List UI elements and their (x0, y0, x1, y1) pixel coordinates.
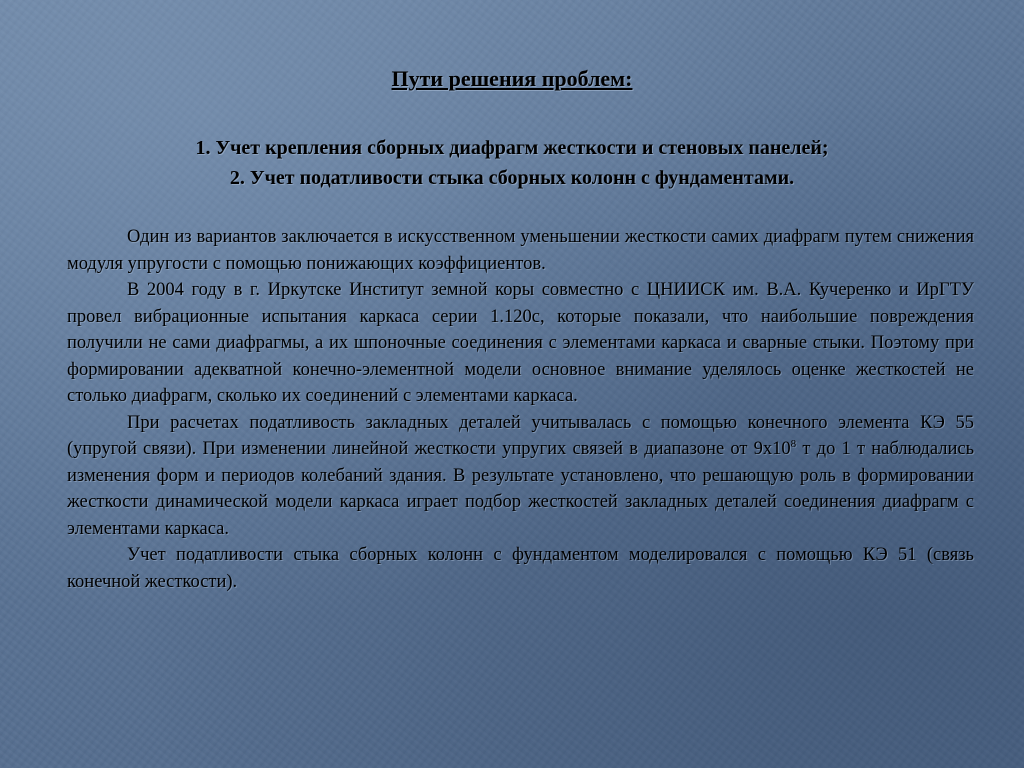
paragraph-3-superscript: 8 (790, 437, 797, 450)
paragraph-3-text-end: т до 1 т наблюдались изменения форм и периодов колебаний здания. В результате установлено, что решающую роль в формировании жесткости динамической модели каркаса играет подбор жесткостей закладных деталей соединения диафрагм с элементами каркаса. (67, 439, 975, 539)
paragraph-3 (67, 410, 974, 543)
problem-item-1: 1. Учет крепления сборных диафрагм жесткости и стеновых панелей; (195, 137, 829, 159)
paragraph-2: В 2004 году в г. Иркутске Институт земной коры совместно с ЦНИИСК им. В.А. Кучеренко и ИрГТУ провел вибрационные испытания каркаса серии 1.120с, которые показали, что наибольшие повреждения получили не сами диафрагмы, а их шпоночные соединения с элементами каркаса и сварные стыки. Поэтому при формировании адекватной конечно-элементной модели основное внимание уделялось оценке жесткостей не столько диафрагм, сколько их соединений с элементами каркаса. (67, 280, 974, 406)
paragraph-3-text-start: При расчетах податливость закладных деталей учитывалась с помощью конечного элемента КЭ 55 (упругой связи). При изменении линейной жесткости упругих связей в диапазоне от 9х10 (67, 412, 974, 459)
problem-item-2: 2. Учет податливости стыка сборных колонн с фундаментами. (229, 167, 795, 189)
body-text (67, 224, 974, 595)
paragraph-1: Один из вариантов заключается в искусственном уменьшении жесткости самих диафрагм путем снижения модуля упругости с помощью понижающих коэффициентов. (67, 227, 974, 274)
problem-list (60, 133, 964, 193)
slide-title: Пути решения проблем: (391, 66, 633, 91)
paragraph-4: Учет податливости стыка сборных колонн с фундаментом моделировался с помощью КЭ 51 (связь конечной жесткости). (67, 545, 974, 592)
